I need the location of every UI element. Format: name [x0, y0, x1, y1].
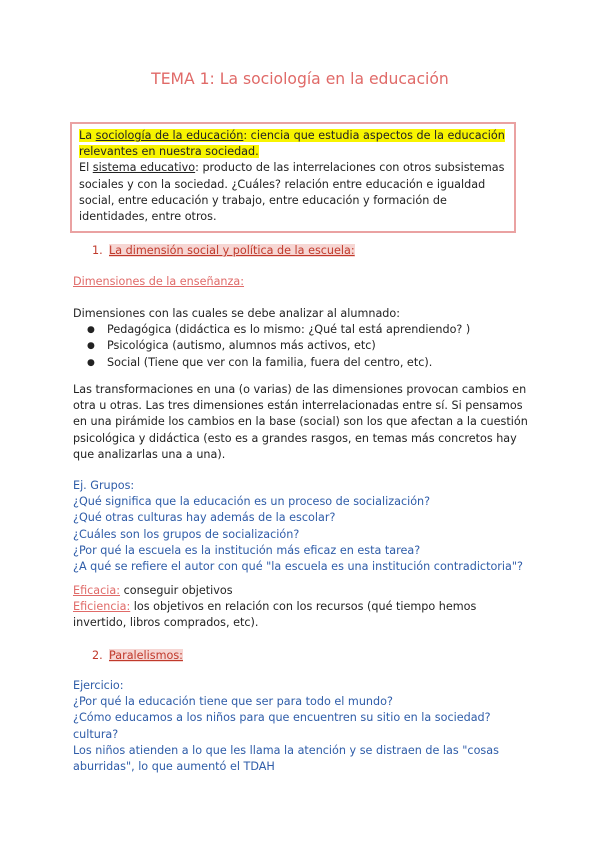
grupos-questions: Ej. Grupos: ¿Qué significa que la educación es un proceso de socialización? ¿Qué otras culturas hay además de la escolar? ¿Cuáles son los grupos de socialización? ¿Por qué la escuela es la institución más eficaz en esta tarea? ¿A qué se refiere el autor con qué "la escuela es una institución contradictoria"?	[73, 479, 523, 574]
list-item: ● Psicológica (autismo, alumnos más activos, etc)	[87, 338, 547, 354]
dimensiones-block	[73, 306, 533, 371]
definitions-box	[70, 122, 516, 233]
transformaciones-paragraph: Las transformaciones en una (o varias) de las dimensiones provocan cambios en otra u otras. Las tres dimensiones están interrelacionadas entre sí. Si pensamos en una pirámide los cambios en la base (social) son los que afectan a la cuestión psicológica y didáctica (esto es a grandes rasgos, en temas más concretos hay que analizarlas una a una).	[73, 383, 528, 461]
definition-sociologia: La sociología de la educación: ciencia que estudia aspectos de la educación relevantes en nuestra sociedad.	[79, 129, 505, 159]
definition-sistema-educativo: El sistema educativo: producto de las interrelaciones con otros subsistemas sociales y con la sociedad. ¿Cuáles? relación entre educación e igualdad social, entre educación y trabajo, entre educación y formación de identidades, entre otros.	[79, 161, 505, 224]
section-heading-2: 2. Paralelismos:	[92, 649, 183, 662]
term-sociologia: sociología de la educación	[95, 129, 244, 142]
section-heading-1: 1. La dimensión social y política de la escuela:	[92, 244, 355, 257]
dimensiones-intro: Dimensiones con las cuales se debe analizar al alumnado:	[73, 307, 401, 320]
dimensiones-heading: Dimensiones de la enseñanza:	[73, 275, 245, 288]
dimensiones-list	[73, 322, 533, 371]
eficacia-eficiencia	[73, 583, 533, 632]
eficiencia-def: Eficiencia: los objetivos en relación con los recursos (qué tiempo hemos invertido, libros comprados, etc).	[73, 600, 477, 630]
term-sistema-educativo: sistema educativo	[92, 161, 196, 175]
page-title: TEMA 1: La sociología en la educación	[151, 70, 449, 88]
list-item: ● Pedagógica (didáctica es lo mismo: ¿Qué tal está aprendiendo? )	[87, 322, 547, 338]
ejercicio-block: Ejercicio: ¿Por qué la educación tiene que ser para todo el mundo? ¿Cómo educamos a los niños para que encuentren su sitio en la sociedad? cultura? Los niños atienden a lo que les llama la atención y se distraen de las "cosas aburridas", lo que aumentó el TDAH	[73, 679, 499, 774]
list-item: ● Social (Tiene que ver con la familia, fuera del centro, etc).	[87, 355, 547, 371]
eficacia-def: Eficacia: conseguir objetivos	[73, 584, 233, 597]
